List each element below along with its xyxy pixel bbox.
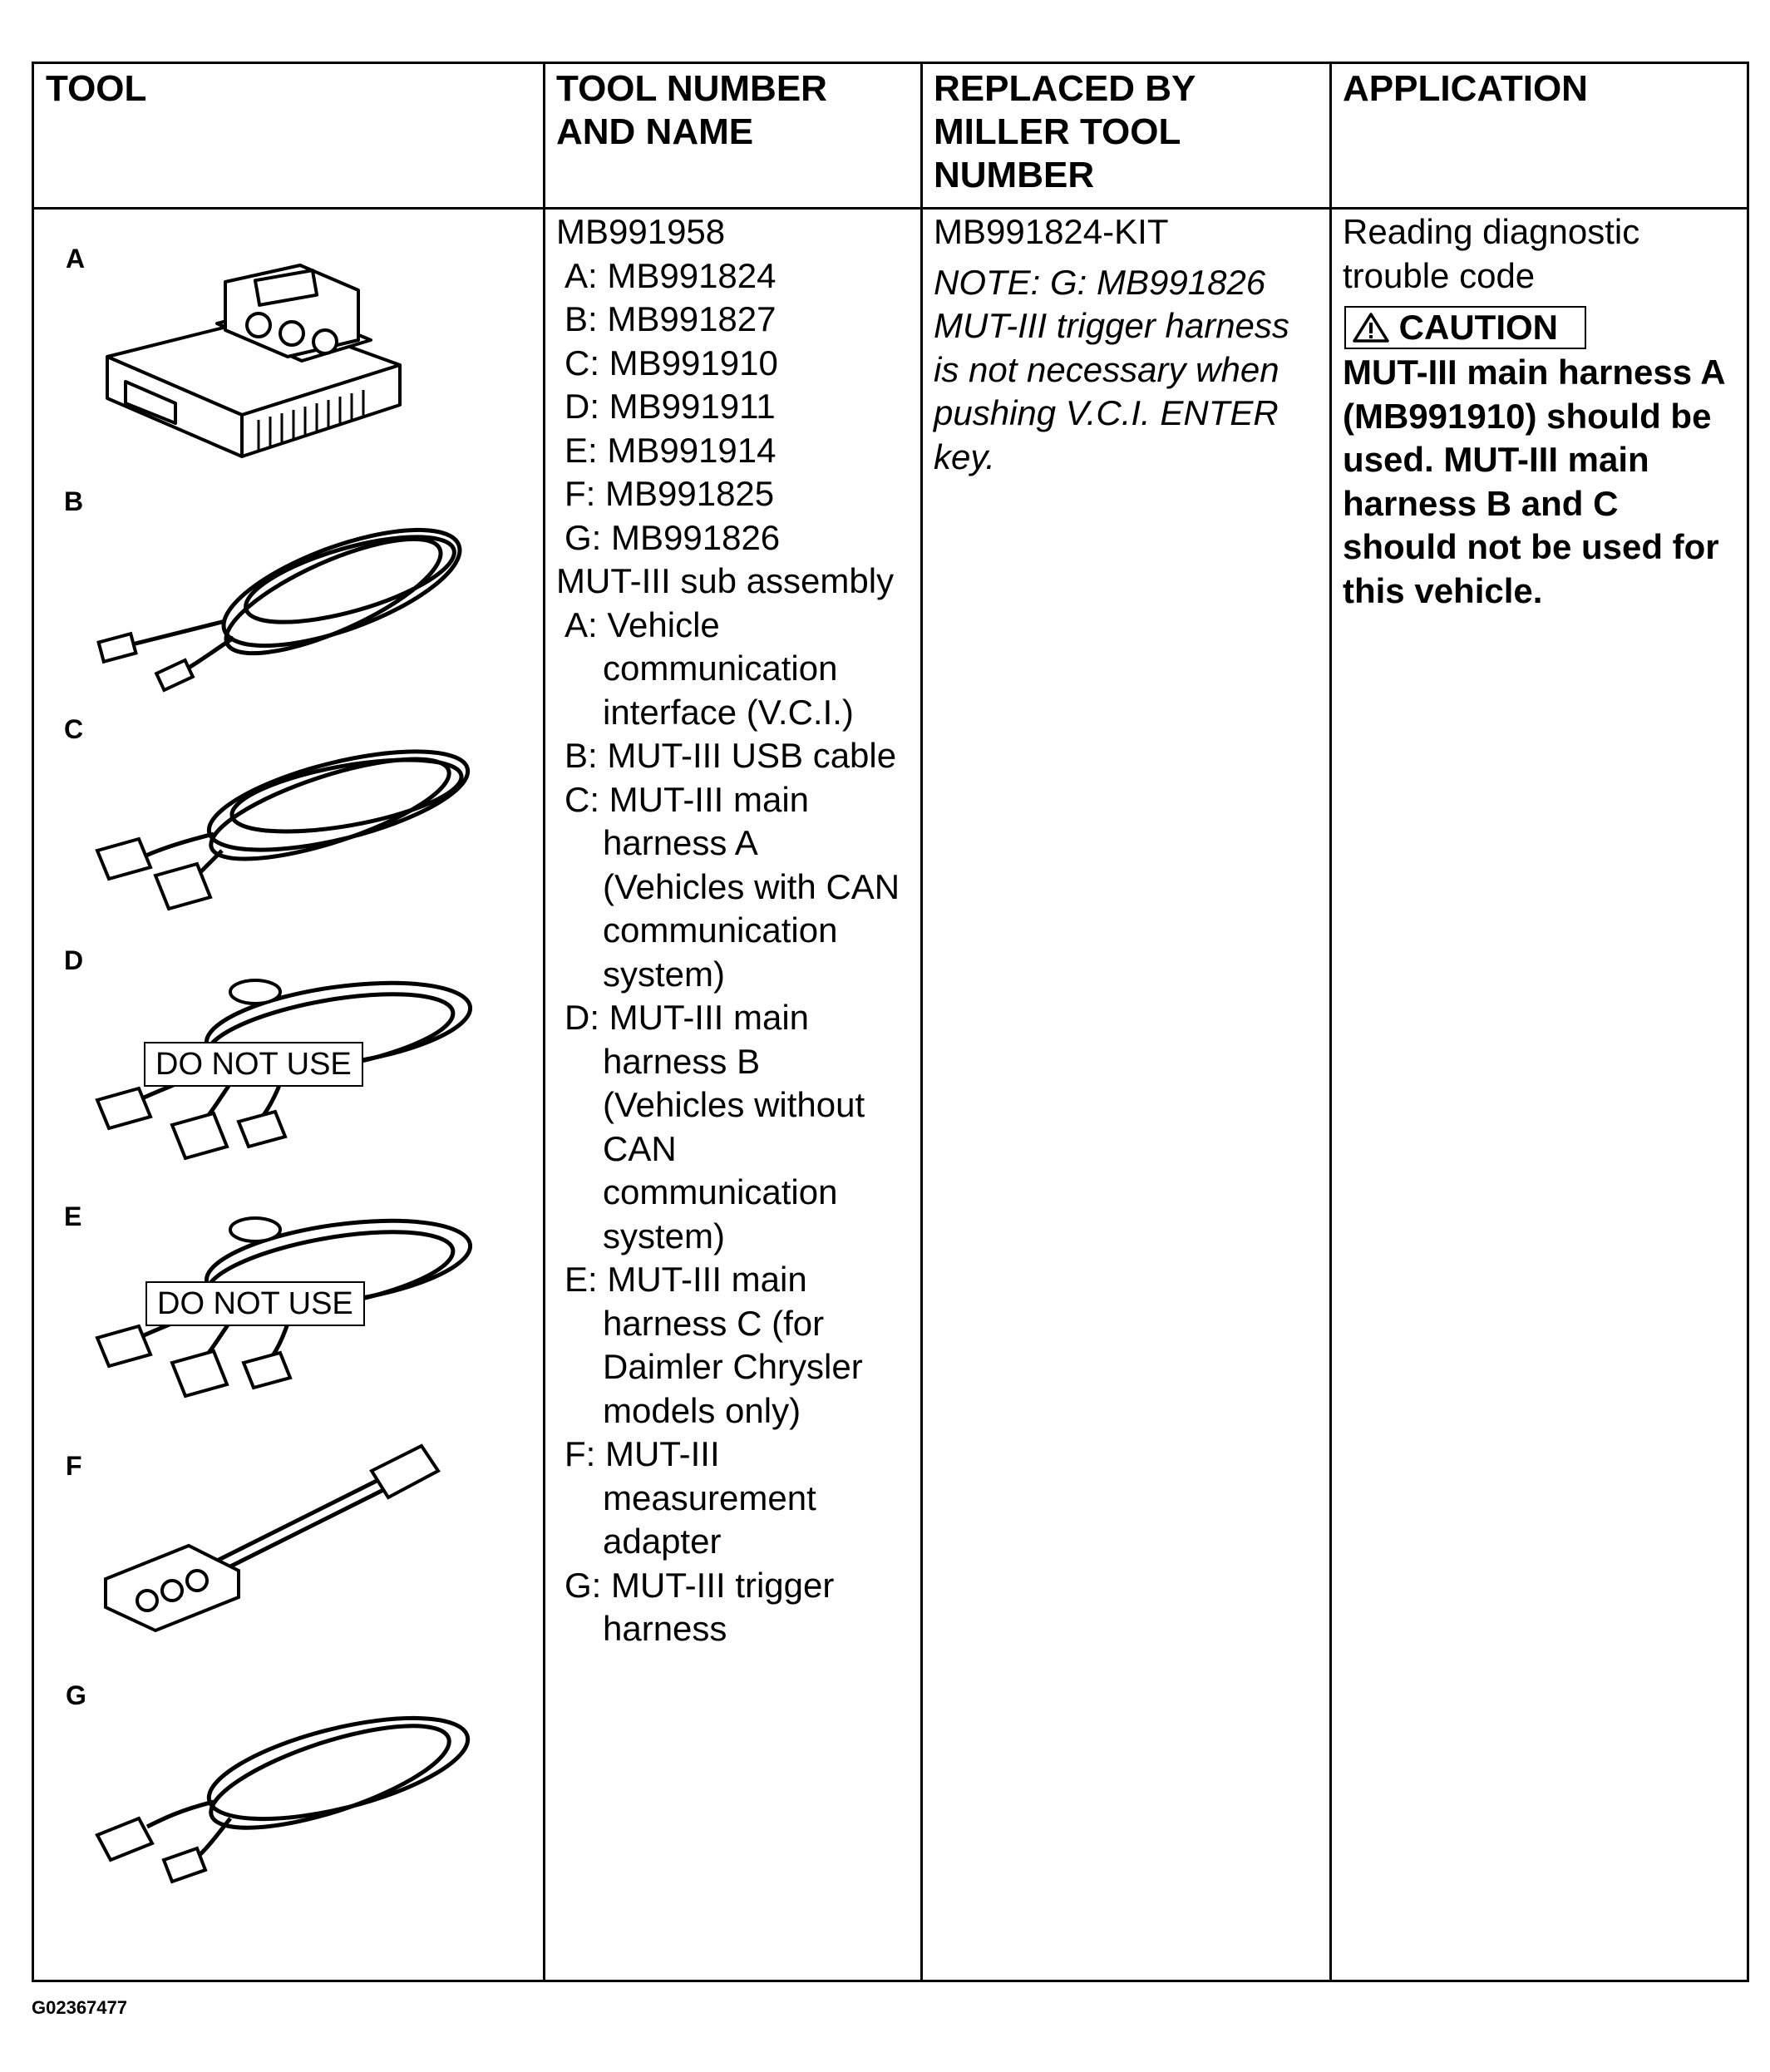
- usb-cable-icon: [92, 496, 483, 696]
- tool-letter-a: A: [66, 244, 86, 274]
- figure-code: G02367477: [32, 1997, 127, 2018]
- trigger-harness-icon: [89, 1694, 480, 1902]
- do-not-use-stamp-d: DO NOT USE: [144, 1042, 363, 1087]
- description-c: C: MUT-III main: [565, 779, 810, 819]
- column-divider: [920, 64, 923, 1980]
- warning-triangle-icon: [1353, 313, 1389, 343]
- header-replaced-by: REPLACED BY MILLER TOOL NUMBER: [934, 68, 1196, 195]
- tool-letter-e: E: [64, 1201, 82, 1231]
- special-tools-table: [32, 62, 1749, 1982]
- tool-letter-f: F: [66, 1451, 82, 1481]
- header-tool-number: TOOL NUMBER AND NAME: [556, 68, 827, 152]
- vci-unit-icon: [92, 257, 417, 465]
- replacement-number: MB991824-KIT: [934, 212, 1169, 251]
- header-divider: [34, 207, 1747, 210]
- sub-assembly-title: MUT-III sub assembly: [556, 561, 895, 600]
- kit-number: MB991958: [556, 212, 726, 251]
- tool-letter-d: D: [64, 945, 84, 975]
- description-g: G: MUT-III trigger: [565, 1565, 835, 1605]
- part-number: B: MB991827: [565, 299, 777, 338]
- part-number: C: MB991910: [565, 343, 778, 382]
- description-b: B: MUT-III USB cable: [565, 736, 897, 775]
- replacement-note: NOTE: G: MB991826 MUT-III trigger harness is not necessary when pushing V.C.I. ENTER key.: [934, 262, 1289, 476]
- tool-letter-g: G: [66, 1680, 86, 1710]
- main-harness-a-icon: [89, 726, 480, 917]
- header-tool: TOOL: [46, 68, 147, 109]
- part-number: F: MB991825: [565, 474, 775, 513]
- tool-number-cell: MB991958 A: MB991824 B: MB991827 C: MB991910 D: MB991911 E: MB991914 F: MB991825 G: MB991826 MUT-III sub assembly A: Vehicle communication interface (V.C.I.) B: MUT-III USB cable C: MUT-III main harness A (Vehicles with CAN communication system) D: MUT-III main harness B (Vehicles without CAN communication system) E: MUT-III main harness C (for Daimler Chrysler models only) F: MUT-III measurement adapter G: MUT-III trigger harness: [556, 212, 900, 1648]
- part-number: D: MB991911: [565, 387, 776, 426]
- do-not-use-stamp-e: DO NOT USE: [145, 1281, 365, 1326]
- part-number: G: MB991826: [565, 517, 781, 557]
- header-application: APPLICATION: [1343, 68, 1588, 109]
- description-f: F: MUT-III: [565, 1434, 720, 1473]
- description-d: D: MUT-III main: [565, 998, 810, 1037]
- description-a: A: Vehicle: [565, 604, 720, 644]
- description-e: E: MUT-III main: [565, 1260, 807, 1299]
- tool-letter-c: C: [64, 714, 84, 744]
- caution-label: CAUTION: [1344, 306, 1586, 349]
- part-number: A: MB991824: [565, 255, 777, 295]
- application-cell: Reading diagnostic trouble code CAUTION MUT-III main harness A (MB991910) should be used. MUT-III main harness B and C should not be used for this vehicle.: [1343, 210, 1726, 613]
- part-number: E: MB991914: [565, 430, 777, 470]
- replaced-by-cell: [934, 210, 1289, 479]
- caution-text: MUT-III main harness A (MB991910) should be used. MUT-III main harness B and C should not be used for this vehicle.: [1343, 353, 1726, 610]
- measurement-adapter-icon: [89, 1438, 455, 1637]
- column-divider: [543, 64, 545, 1980]
- application-text: Reading diagnostic: [1343, 212, 1640, 251]
- column-divider: [1329, 64, 1332, 1980]
- tool-letter-b: B: [64, 486, 84, 516]
